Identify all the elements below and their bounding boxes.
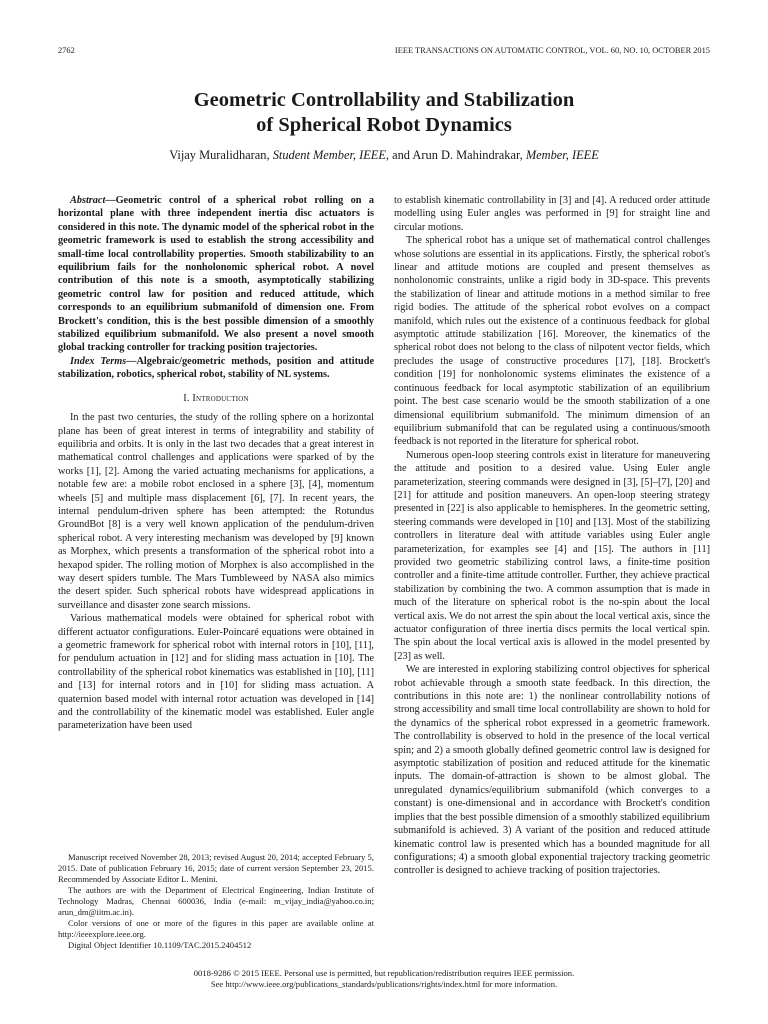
footnote-manuscript: Manuscript received November 28, 2013; revised August 20, 2014; accepted February 5, 2015. Date of publication February 16, 2015; date of current version September 23, 2015. Recommended by Associate Editor L. Menini. (58, 852, 374, 884)
left-column (58, 194, 374, 733)
footnote-affiliation: The authors are with the Department of Electrical Engineering, Indian Institute of Technology Madras, Chennai 600036, India (e-mail: m_vijay_india@yahoo.co.in; arun_dm@iitm.ac.in). (58, 885, 374, 917)
author-2-role: Member, IEEE (525, 148, 599, 162)
right-column (394, 194, 710, 878)
footnote-block (58, 852, 374, 951)
running-header (58, 46, 710, 55)
footnote-doi: Digital Object Identifier 10.1109/TAC.2015.2404512 (68, 940, 252, 950)
copyright-line-2: See http://www.ieee.org/publications_standards/publications/rights/index.html for more information. (210, 979, 558, 989)
abstract-text: —Geometric control of a spherical robot rolling on a horizontal plane with three independent inertia disc actuators is considered in this note. The dynamic model of the spherical robot in the geometric framework is used to establish the strong accessibility and small-time local controllability properties. Smooth stabilizability to an equilibrium fails for the nonholonomic spherical robot. A novel contribution of this note is a smooth, asymptotically stabilizing geometric control law for position and reduced attitude, which corresponds to an equilibrium submanifold of dimension one. From Brockett's condition, this is the best possible dimension of a smoothly stabilized equilibrium submanifold. We also present a novel smooth global tracking controller for tracking position trajectories. (58, 195, 374, 354)
title-line-2: of Spherical Robot Dynamics (256, 114, 512, 136)
abstract (58, 194, 374, 355)
section-number: I. (183, 392, 190, 404)
index-terms-label: Index Terms (70, 355, 127, 367)
copyright-line-1: 0018-9286 © 2015 IEEE. Personal use is permitted, but republication/redistribution requires IEEE permission. (193, 968, 575, 978)
right-paragraph-1: to establish kinematic controllability in [3] and [4]. A reduced order attitude modelling using Euler angles was performed in [9] for straight line and circular motions. (394, 195, 710, 233)
page-number: 2762 (58, 46, 75, 55)
abstract-label: Abstract (70, 195, 106, 206)
author-line (0, 148, 768, 163)
index-terms-text: —Algebraic/geometric methods, position and attitude stabilization, robotics, spherical robot, stability of NL systems. (58, 355, 374, 381)
right-paragraph-4: We are interested in exploring stabilizing control objectives for spherical robot achievable through a smooth state feedback. In this direction, the contributions in this note are: 1) the nonlinear controllability notions of strong accessibility and small time local controllability are shown to hold for the dynamics of the spherical robot expressed in a geometric framework. The controllability is observed to hold in the presence of the local vertical spin; and 2) a smooth globally defined geometric control law is designed for asymptotic stabilization of position and reduced attitude for the kinematic inputs. The domain-of-attraction is shown to be almost global. The unregulated dynamics/equilibrium submanifold (which converges to a constant) is one-dimensional and in accordance with Brockett's condition implies that the best possible dimension of a smoothly stabilized equilibrium submanifold is achieved. 3) A variant of the position and reduced attitude kinematic control law is presented which has a bounded magnitude for all configurations; 4) a smooth global exponential trajectory tracking geometric controller is designed to achieve tracking of position trajectories. (394, 664, 710, 877)
journal-header: IEEE TRANSACTIONS ON AUTOMATIC CONTROL, VOL. 60, NO. 10, OCTOBER 2015 (394, 46, 710, 55)
section-heading-introduction (58, 392, 374, 405)
right-paragraph-3: Numerous open-loop steering controls exist in literature for maneuvering the attitude and position to a desired value. Using Euler angle parameterization, steering commands were designed in [3], [5]–[7], [20] and [21] for attitude and position maneuvers. An open-loop steering strategy presented in [22] is also applicable to hemispheres. In the geometric setting, steering commands were developed in [10] and [13]. Most of the stabilizing controllers in literature deal with attitude variables using Euler angle parameterization, for examples see [4] and [15]. The authors in [11] provided two geometric stabilizing control laws, a finite-time position controller and a finite-time attitude controller. Further, they achieve practical stabilization by combining the two. A common assumption that is made in much of the literature on spherical robot is the no-spin about the local vertical axis. We do not arrest the spin about the local vertical axis, since the actuator configuration of three inertia discs permits the local vertical spin. The spin about the local vertical axis is allowed in the model presented by [23] as well. (394, 449, 710, 662)
intro-paragraph-2: Various mathematical models were obtained for spherical robot with different actuator configurations. Euler-Poincaré equations were obtained in a geometric framework for spherical robot with internal rotors in [10], [11], for pendulum actuation in [12] and for sliding mass actuation in [10]. The controllability of the spherical robot kinematics was established in [10], [11] and [13] for internal rotors and in [10] for sliding mass actuation. A quaternion based model with internal rotor actuation was developed in [14] and the controllability of the kinematic model was established. Euler angle parameterization have been used (58, 613, 374, 732)
author-1: Vijay Muralidharan, (169, 148, 270, 162)
index-terms (58, 355, 374, 382)
copyright-notice (0, 968, 768, 990)
right-paragraph-2: The spherical robot has a unique set of mathematical control challenges whose solutions are essential in its applications. Firstly, the spherical robot's linear and attitude motions are coupled and present themselves as nonholonomic constraints, unlike a rigid body in 3D-space. This prevents the stabilization of linear and attitude motions in a method similar to free rigid bodies. The attitude of the spherical robot evolves on a compact manifold, which rules out the existence of a continuous feedback for global asymptotic attitude stabilization [16]. Moreover, the kinematics of the spherical robot does not belong to the class of nilpotent vector fields, which precludes the usage of constructive procedures [17], [18]. Brockett's condition [19] for nonholonomic systems eliminates the existence of a continuous feedback for local asymptotic stabilization of an equilibrium point. The best case scenario would be the smooth stabilization of a one dimensional equilibrium submanifold. The minimum dimension of an equilibrium submanifold that can be regulated using a continuous/smooth feedback is not reported in the literature for spherical robot. (394, 235, 710, 448)
footnote-color: Color versions of one or more of the figures in this paper are available online at http://ieeexplore.ieee.org. (58, 918, 374, 939)
author-connector: , and Arun D. Mahindrakar, (385, 148, 523, 162)
paper-title (0, 88, 768, 138)
author-1-role: Student Member, IEEE (272, 148, 386, 162)
intro-paragraph-1: In the past two centuries, the study of the rolling sphere on a horizontal plane has been of great interest in terms of integrability and stability of equilibria and orbits. It is only in the last two decades that a great interest in mathematical control challenges and applications were sparked of by the works [1], [2]. Among the varied actuating mechanisms for applications, a notable few are: a mobile robot enclosed in a sphere [3], [4], momentum wheels [5] and multiple mass displacement [6], [7]. In recent years, the internal pendulum-driven sphere has been attempted: the Rotundus GroundBot [8] is a very well known application of the pendulum-driven spherical robot. A very interesting mechanism was developed by [9] known as Morphex, which presents a transformation of the spherical robot into a hexapod spider. The rolling motion of Morphex is also accomplished in the way desert spiders tumble. The Mars Tumbleweed by NASA also mimics the desert spider. Such spherical robots have widespread applications in surveillance and disaster zone search missions. (58, 412, 374, 611)
title-line-1: Geometric Controllability and Stabilization (193, 89, 575, 111)
section-title: Introduction (192, 392, 249, 404)
